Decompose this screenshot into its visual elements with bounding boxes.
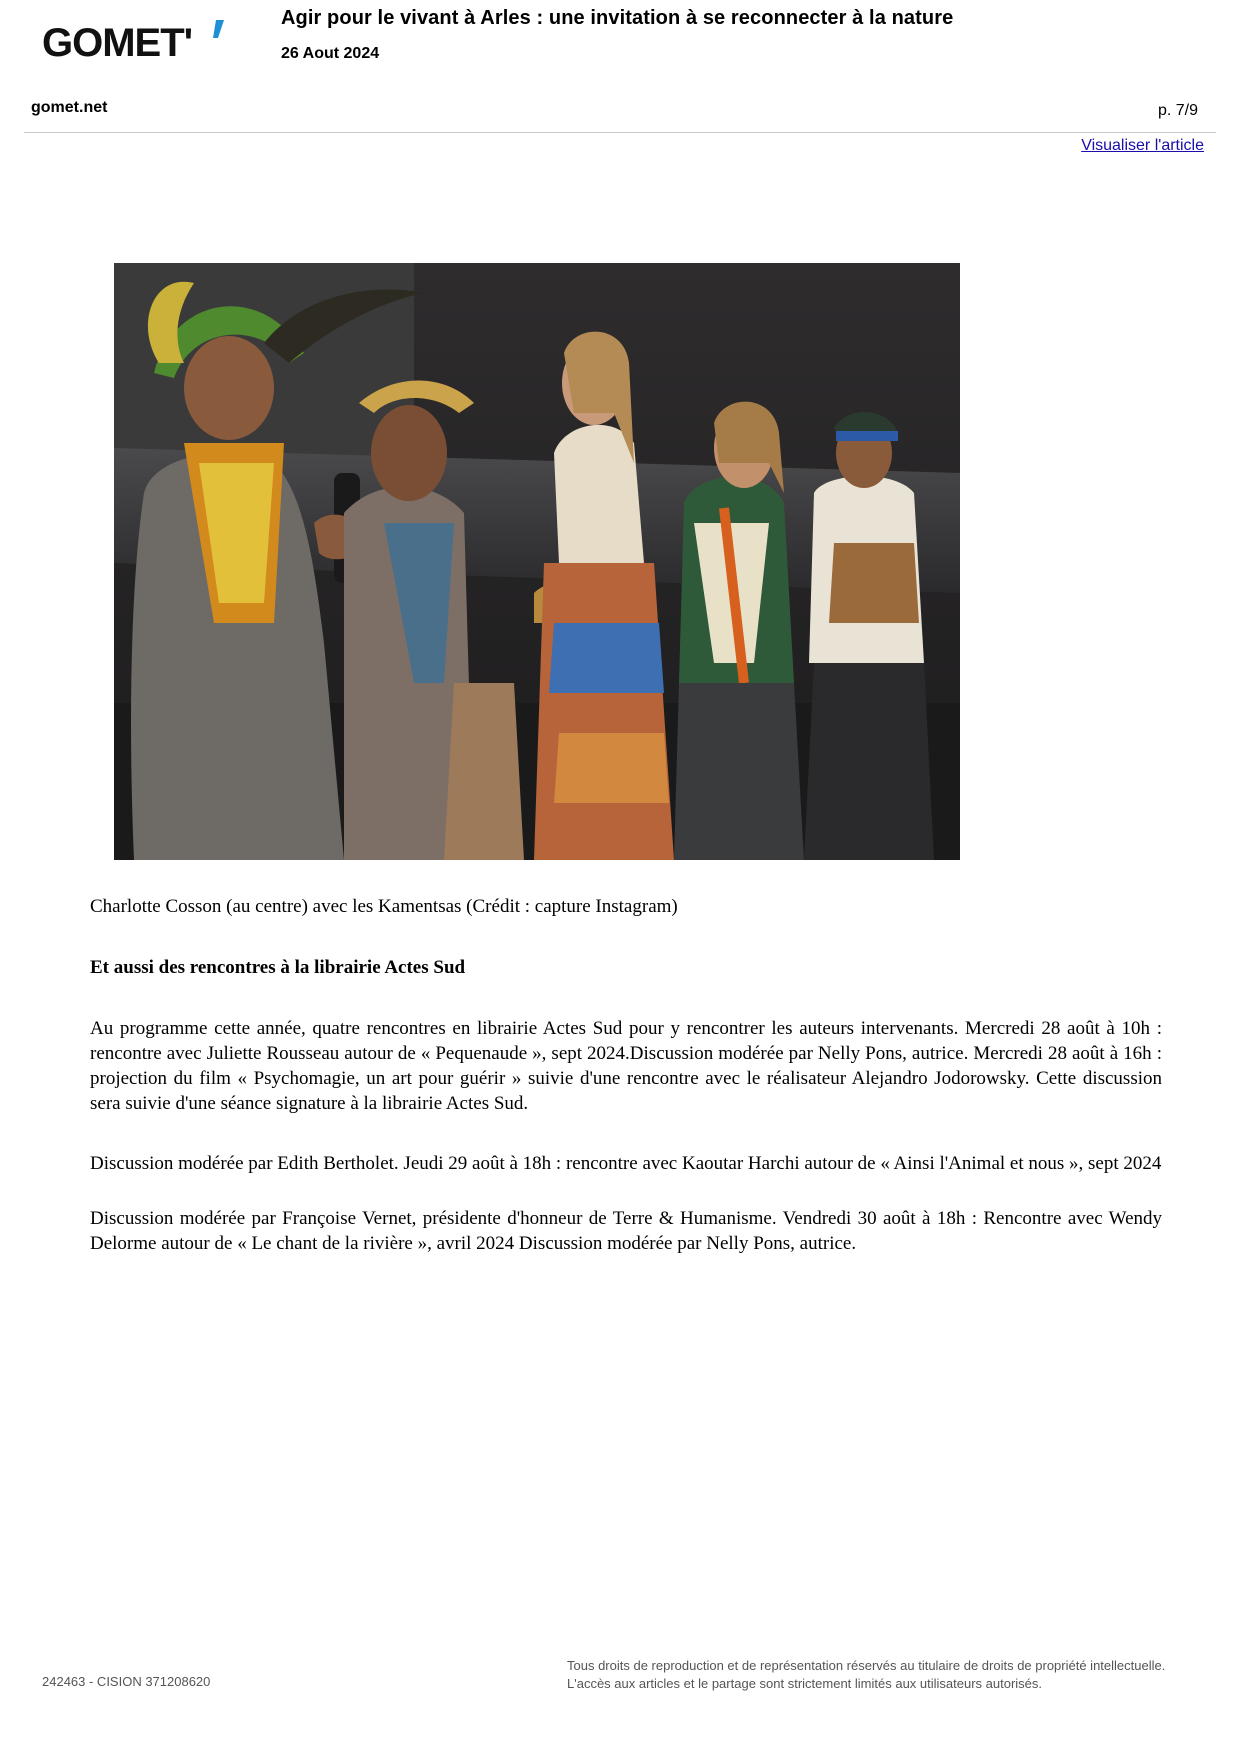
header-divider [24,132,1216,133]
article-photo [114,263,960,860]
gomet-logo [42,14,232,64]
logo-wordmark: GOMET' [42,21,193,64]
page-number: p. 7/9 [1157,102,1198,119]
copyright-line-2: L'accès aux articles et le partage sont strictement limités aux utilisateurs autorisés. [567,1676,1043,1691]
copyright-line-1: Tous droits de reproduction et de représentation réservés au titulaire de droits de propriété intellectuelle. [567,1658,1166,1673]
photo-caption: Charlotte Cosson (au centre) avec les Kamentsas (Crédit : capture Instagram) [90,896,678,917]
footer-document-id: 242463 - CISION 371208620 [42,1674,211,1689]
footer-copyright [567,1657,1165,1693]
paragraph-2: Discussion modérée par Edith Bertholet. Jeudi 29 août à 18h : rencontre avec Kaoutar Harchi autour de « Ainsi l'Animal et nous », sept 2024 [90,1153,1162,1174]
paragraph-3: Discussion modérée par Françoise Vernet, présidente d'honneur de Terre & Humanisme. Vendredi 30 août à 18h : Rencontre avec Wendy Delorme autour de « Le chant de la rivière », avril 2024 Discussion modérée par Nelly Pons, autrice. [90,1208,1162,1254]
source-name: gomet.net [31,99,108,116]
article-date: 26 Aout 2024 [281,45,380,62]
paragraph-1: Au programme cette année, quatre rencontres en librairie Actes Sud pour y rencontrer les auteurs intervenants. Mercredi 28 août à 10h : rencontre avec Juliette Rousseau autour de « Pequenaude », sept 2024.Discussion modérée par Nelly Pons, autrice. Mercredi 28 août à 16h : projection du film « Psychomagie, un art pour guérir » suivie d'une rencontre avec le réalisateur Alejandro Jodorowsky. Cette discussion sera suivie d'une séance signature à la librairie Actes Sud. [90,1018,1162,1114]
view-article-link[interactable]: Visualiser l'article [1081,137,1204,154]
article-title: Agir pour le vivant à Arles : une invitation à se reconnecter à la nature [281,7,954,29]
section-subheading: Et aussi des rencontres à la librairie Actes Sud [90,957,466,978]
